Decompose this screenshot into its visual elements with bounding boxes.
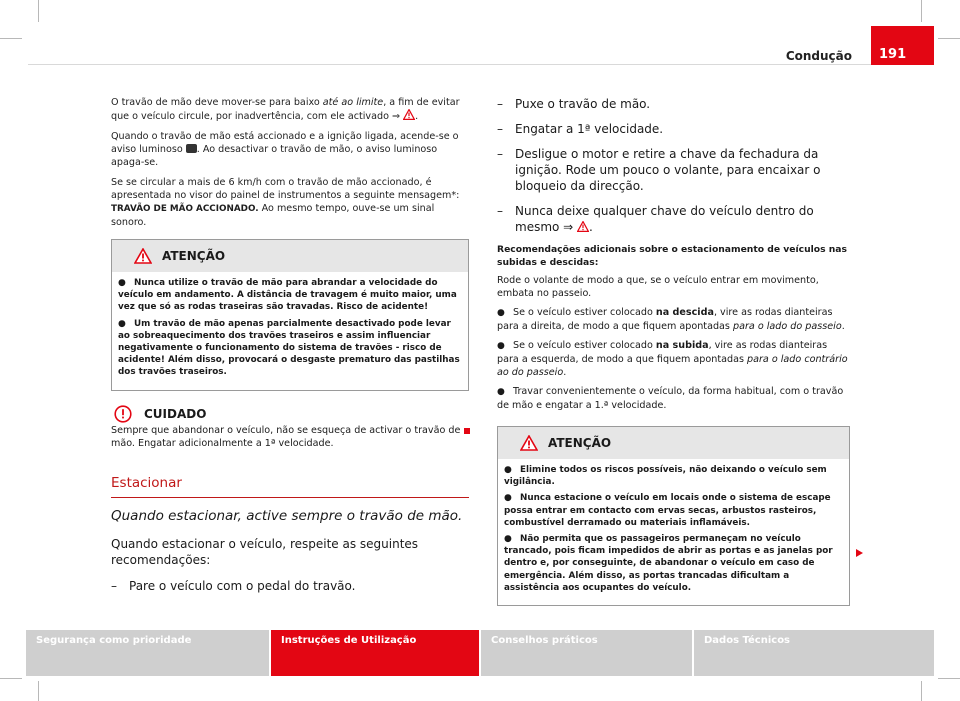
paragraph-warning-light: Quando o travão de mão está accionado e a ignição ligada, acende-se o aviso luminoso . Ao desactivar o travão de mão, o aviso luminoso apaga-se. (111, 131, 459, 168)
warning-item: ● Nunca utilize o travão de mão para abrandar a velocidade do veículo em andamento. A distância de travagem é muito maior, uma vez que só as rodas traseiras são travadas. Risco de acidente! (118, 278, 457, 313)
brake-warning-light-icon (186, 144, 197, 153)
warning-triangle-icon[interactable] (403, 109, 415, 120)
right-column (497, 96, 850, 620)
crop-mark (38, 0, 39, 22)
crop-mark (0, 38, 22, 39)
warning-title: ATENÇÃO (162, 249, 226, 263)
step-item: – Engatar a 1ª velocidade. (497, 122, 664, 136)
caution-text: Sempre que abandonar o veículo, não se esqueça de activar o travão de mão. Engatar adicionalmente a 1ª velocidade. (111, 424, 461, 449)
paragraph-handbrake-position: O travão de mão deve mover-se para baixo até ao limite, a fim de evitar que o veículo circule, por inadvertência, com ele activado ⇒ . (111, 97, 460, 122)
crop-mark (0, 678, 22, 679)
warning-title: ATENÇÃO (548, 436, 612, 450)
step-item: – Desligue o motor e retire a chave da fechadura da ignição. Rode um pouco o volante, para encaixar o bloqueio da direcção. (497, 147, 821, 193)
warning-box (497, 426, 850, 606)
caution-exclamation-icon (114, 405, 132, 423)
warning-item: ● Não permita que os passageiros permaneçam no veículo trancado, pois ficam impedidos de abrir as portas e as janelas por dentro e, por conseguinte, de abandonar o veículo em caso de emergência. Além disso, as portas trancadas dificultam a assistência aos ocupantes do veículo. (504, 534, 833, 593)
crop-mark (921, 681, 922, 701)
caution-title: CUIDADO (144, 406, 207, 421)
warning-box (111, 239, 469, 391)
recommendations-intro: Rode o volante de modo a que, se o veículo entrar em movimento, embata no passeio. (497, 275, 819, 299)
caution-header (111, 405, 469, 423)
warning-box-body (112, 272, 468, 390)
page-number: 191 (879, 47, 907, 62)
step-item: – Puxe o travão de mão. (497, 97, 651, 111)
bullet-item: ● Se o veículo estiver colocado na subida, vire as rodas dianteiras para a esquerda, de modo a que fiquem apontadas para o lado contrário ao do passeio. (497, 340, 848, 378)
crop-mark (938, 38, 960, 39)
warning-box-header (112, 240, 468, 272)
recommendations-heading: Recomendações adicionais sobre o estacionamento de veículos nas subidas e descidas: (497, 244, 847, 268)
section-intro: Quando estacionar o veículo, respeite as seguintes recomendações: (111, 536, 419, 567)
footer-tab-practical-tips[interactable]: Conselhos práticos (481, 630, 692, 676)
crop-mark (921, 0, 922, 22)
header-title: Condução (785, 49, 852, 63)
section-subtitle: Quando estacionar, active sempre o travão de mão. (111, 507, 463, 524)
warning-box-header (498, 427, 849, 459)
warning-item: ● Elimine todos os riscos possíveis, não deixando o veículo sem vigilância. (504, 465, 827, 488)
footer-tab-technical-data[interactable]: Dados Técnicos (694, 630, 934, 676)
warning-item: ● Nunca estacione o veículo em locais onde o sistema de escape possa entrar em contacto com ervas secas, arbustos rasteiros, combustível derramado ou materiais inflamáveis. (504, 493, 831, 528)
step-item: – Pare o veículo com o pedal do travão. (111, 578, 356, 593)
crop-mark (938, 678, 960, 679)
footer-tab-safety[interactable]: Segurança como prioridade (26, 630, 269, 676)
continue-arrow-icon (856, 549, 863, 557)
left-column (111, 96, 469, 594)
footer-tab-operating-instructions[interactable]: Instruções de Utilização (271, 630, 479, 676)
warning-triangle-icon (134, 248, 152, 264)
bullet-item: ● Se o veículo estiver colocado na descida, vire as rodas dianteiras para a direita, de modo a que fiquem apontadas para o lado do passeio. (497, 307, 845, 332)
warning-triangle-icon (520, 435, 538, 451)
warning-box-body (498, 459, 849, 605)
warning-item: ● Um travão de mão apenas parcialmente desactivado pode levar ao sobreaquecimento dos travões traseiros e assim influenciar negativamente o funcionamento do sistema de travões - risco de acidente! Além disso, provocará o desgaste prematuro das pastilhas dos travões traseiros. (118, 318, 460, 378)
paragraph-display-message: Se se circular a mais de 6 km/h com o travão de mão accionado, é apresentada no visor do painel de instrumentos a seguinte mensagem*: TRAVÃO DE MÃO ACCIONADO. Ao mesmo tempo, ouve-se um sinal sonoro. (111, 177, 460, 228)
warning-triangle-icon[interactable] (577, 221, 589, 232)
section-title: Estacionar (111, 475, 469, 498)
crop-mark (38, 681, 39, 701)
end-of-section-marker (464, 428, 470, 434)
step-item: – Nunca deixe qualquer chave do veículo dentro do mesmo ⇒ . (497, 204, 814, 234)
bullet-item: ● Travar convenientemente o veículo, da forma habitual, com o travão de mão e engatar a 1.ª velocidade. (497, 386, 844, 411)
header-rule (28, 64, 934, 65)
